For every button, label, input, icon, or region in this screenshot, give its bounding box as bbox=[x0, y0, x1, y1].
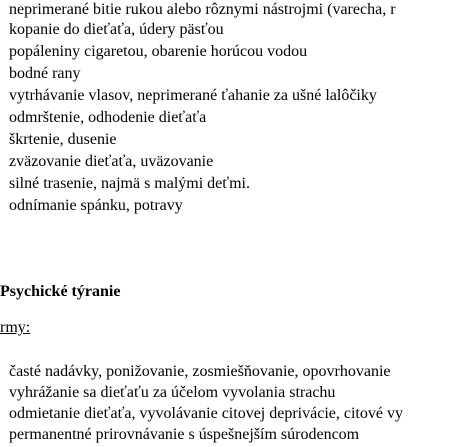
list-item: časté nadávky, ponižovanie, zosmiešňovanie, opovrhovanie bbox=[9, 363, 391, 380]
list-item: bodné rany bbox=[9, 65, 81, 82]
list-item: kopanie do dieťaťa, údery päsťou bbox=[9, 21, 224, 38]
list-item: popáleniny cigaretou, obarenie horúcou vodou bbox=[9, 43, 308, 60]
list-item: odmrštenie, odhodenie dieťaťa bbox=[9, 109, 207, 126]
list-item: vytrhávanie vlasov, neprimerané ťahanie za ušné lalôčiky bbox=[9, 87, 377, 104]
list-item: permanentné prirovnávanie s úspešnejším súrodencom bbox=[9, 426, 360, 443]
section-heading: Psychické týranie bbox=[0, 283, 121, 300]
list-item: zväzovanie dieťaťa, uväzovanie bbox=[9, 153, 214, 170]
list-item: škrtenie, dusenie bbox=[9, 131, 117, 148]
list-item: odnímanie spánku, potravy bbox=[9, 197, 183, 214]
list-item: odmietanie dieťaťa, vyvolávanie citovej deprivácie, citové vy bbox=[9, 405, 403, 422]
section-sublabel: rmy: bbox=[0, 319, 31, 336]
list-item: vyhrážanie sa dieťaťu za účelom vyvolania strachu bbox=[9, 384, 336, 401]
list-item: silné trasenie, najmä s malými deťmi. bbox=[9, 175, 250, 192]
list-item: neprimerané bitie rukou alebo rôznymi nástrojmi (varecha, r bbox=[9, 1, 396, 18]
